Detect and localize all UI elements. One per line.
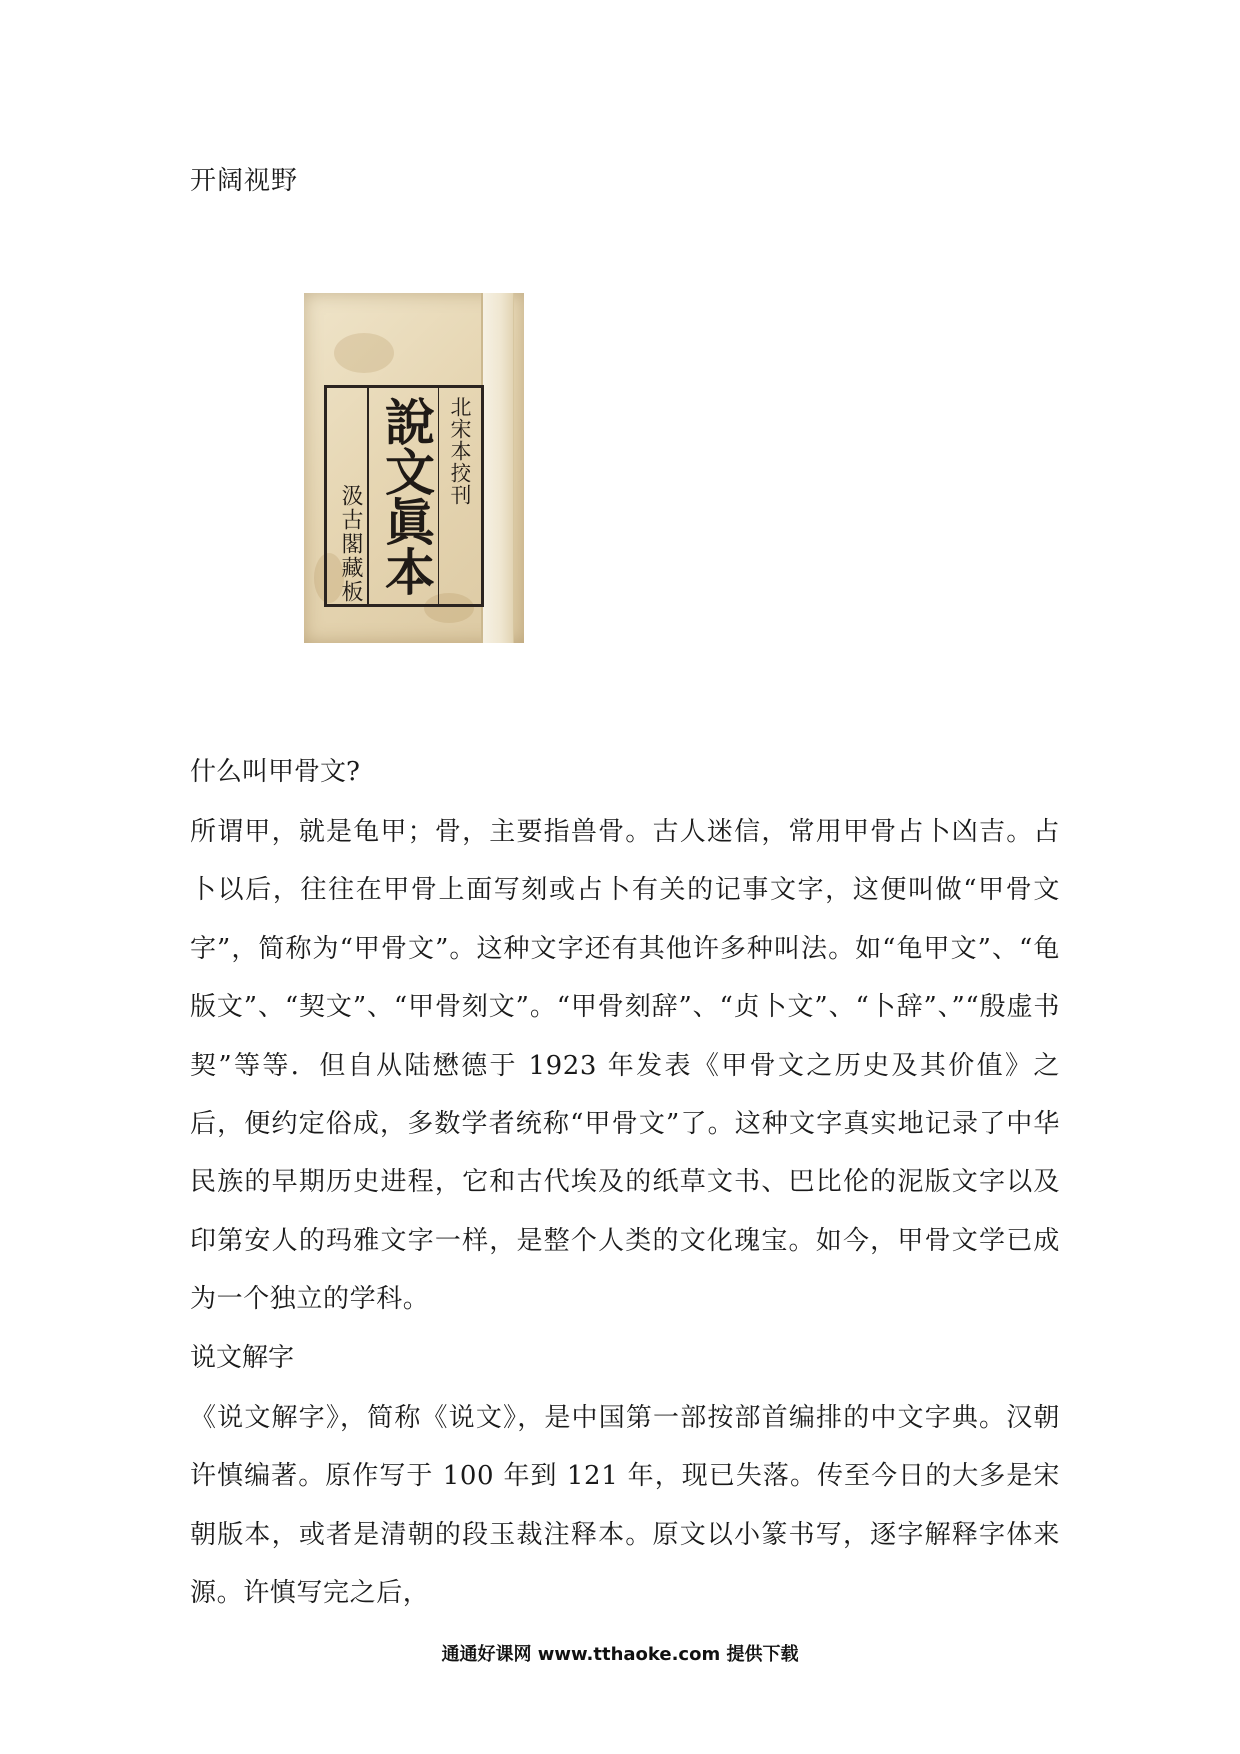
page-footer: 通通好课网 www.tthaoke.com 提供下载 [441, 1644, 799, 1665]
frame-divider [367, 388, 369, 604]
section-title-oracle-bone: 什么叫甲骨文? [190, 757, 360, 787]
title-frame [324, 385, 484, 607]
book-spine [481, 293, 514, 643]
page-heading: 开阔视野 [190, 166, 299, 196]
cover-edition-note: 北宋本挍刊 [448, 396, 472, 506]
frame-divider [438, 388, 440, 604]
paragraph-oracle-bone: 所谓甲，就是龟甲；骨，主要指兽骨。古人迷信，常用甲骨占卜凶吉。占卜以后，往往在甲骨上面写刻或占卜有关的记事文字，这便叫做“甲骨文字”，简称为“甲骨文”。这种文字还有其他许多种叫法。如“龟甲文”、“龟版文”、“契文”、“甲骨刻文”。“甲骨刻辞”、“贞卜文”、“卜辞”、”“殷虚书契”等等．但自从陆懋德于 1923 年发表《甲骨文之历史及其价值》之后，便约定俗成，多数学者统称“甲骨文”了。这种文字真实地记录了中华民族的早期历史进程，它和古代埃及的纸草文书、巴比伦的泥版文字以及印第安人的玛雅文字一样，是整个人类的文化瑰宝。如今，甲骨文学已成为一个独立的学科。 [190, 817, 1060, 1315]
cover-title: 說文眞本 [377, 396, 436, 596]
section-title-shuowen: 说文解字 [190, 1343, 295, 1373]
paper-stain [334, 333, 394, 373]
cover-publisher-note: 汲古閣藏板 [338, 484, 363, 604]
paragraph-shuowen: 《说文解字》，简称《说文》，是中国第一部按部首编排的中文字典。汉朝许慎编著。原作写于 100 年到 121 年，现已失落。传至今日的大多是宋朝版本，或者是清朝的段玉裁注释本。原文以小篆书写，逐字解释字体来源。许慎写完之后， [190, 1403, 1060, 1609]
book-cover-photo [304, 293, 524, 643]
